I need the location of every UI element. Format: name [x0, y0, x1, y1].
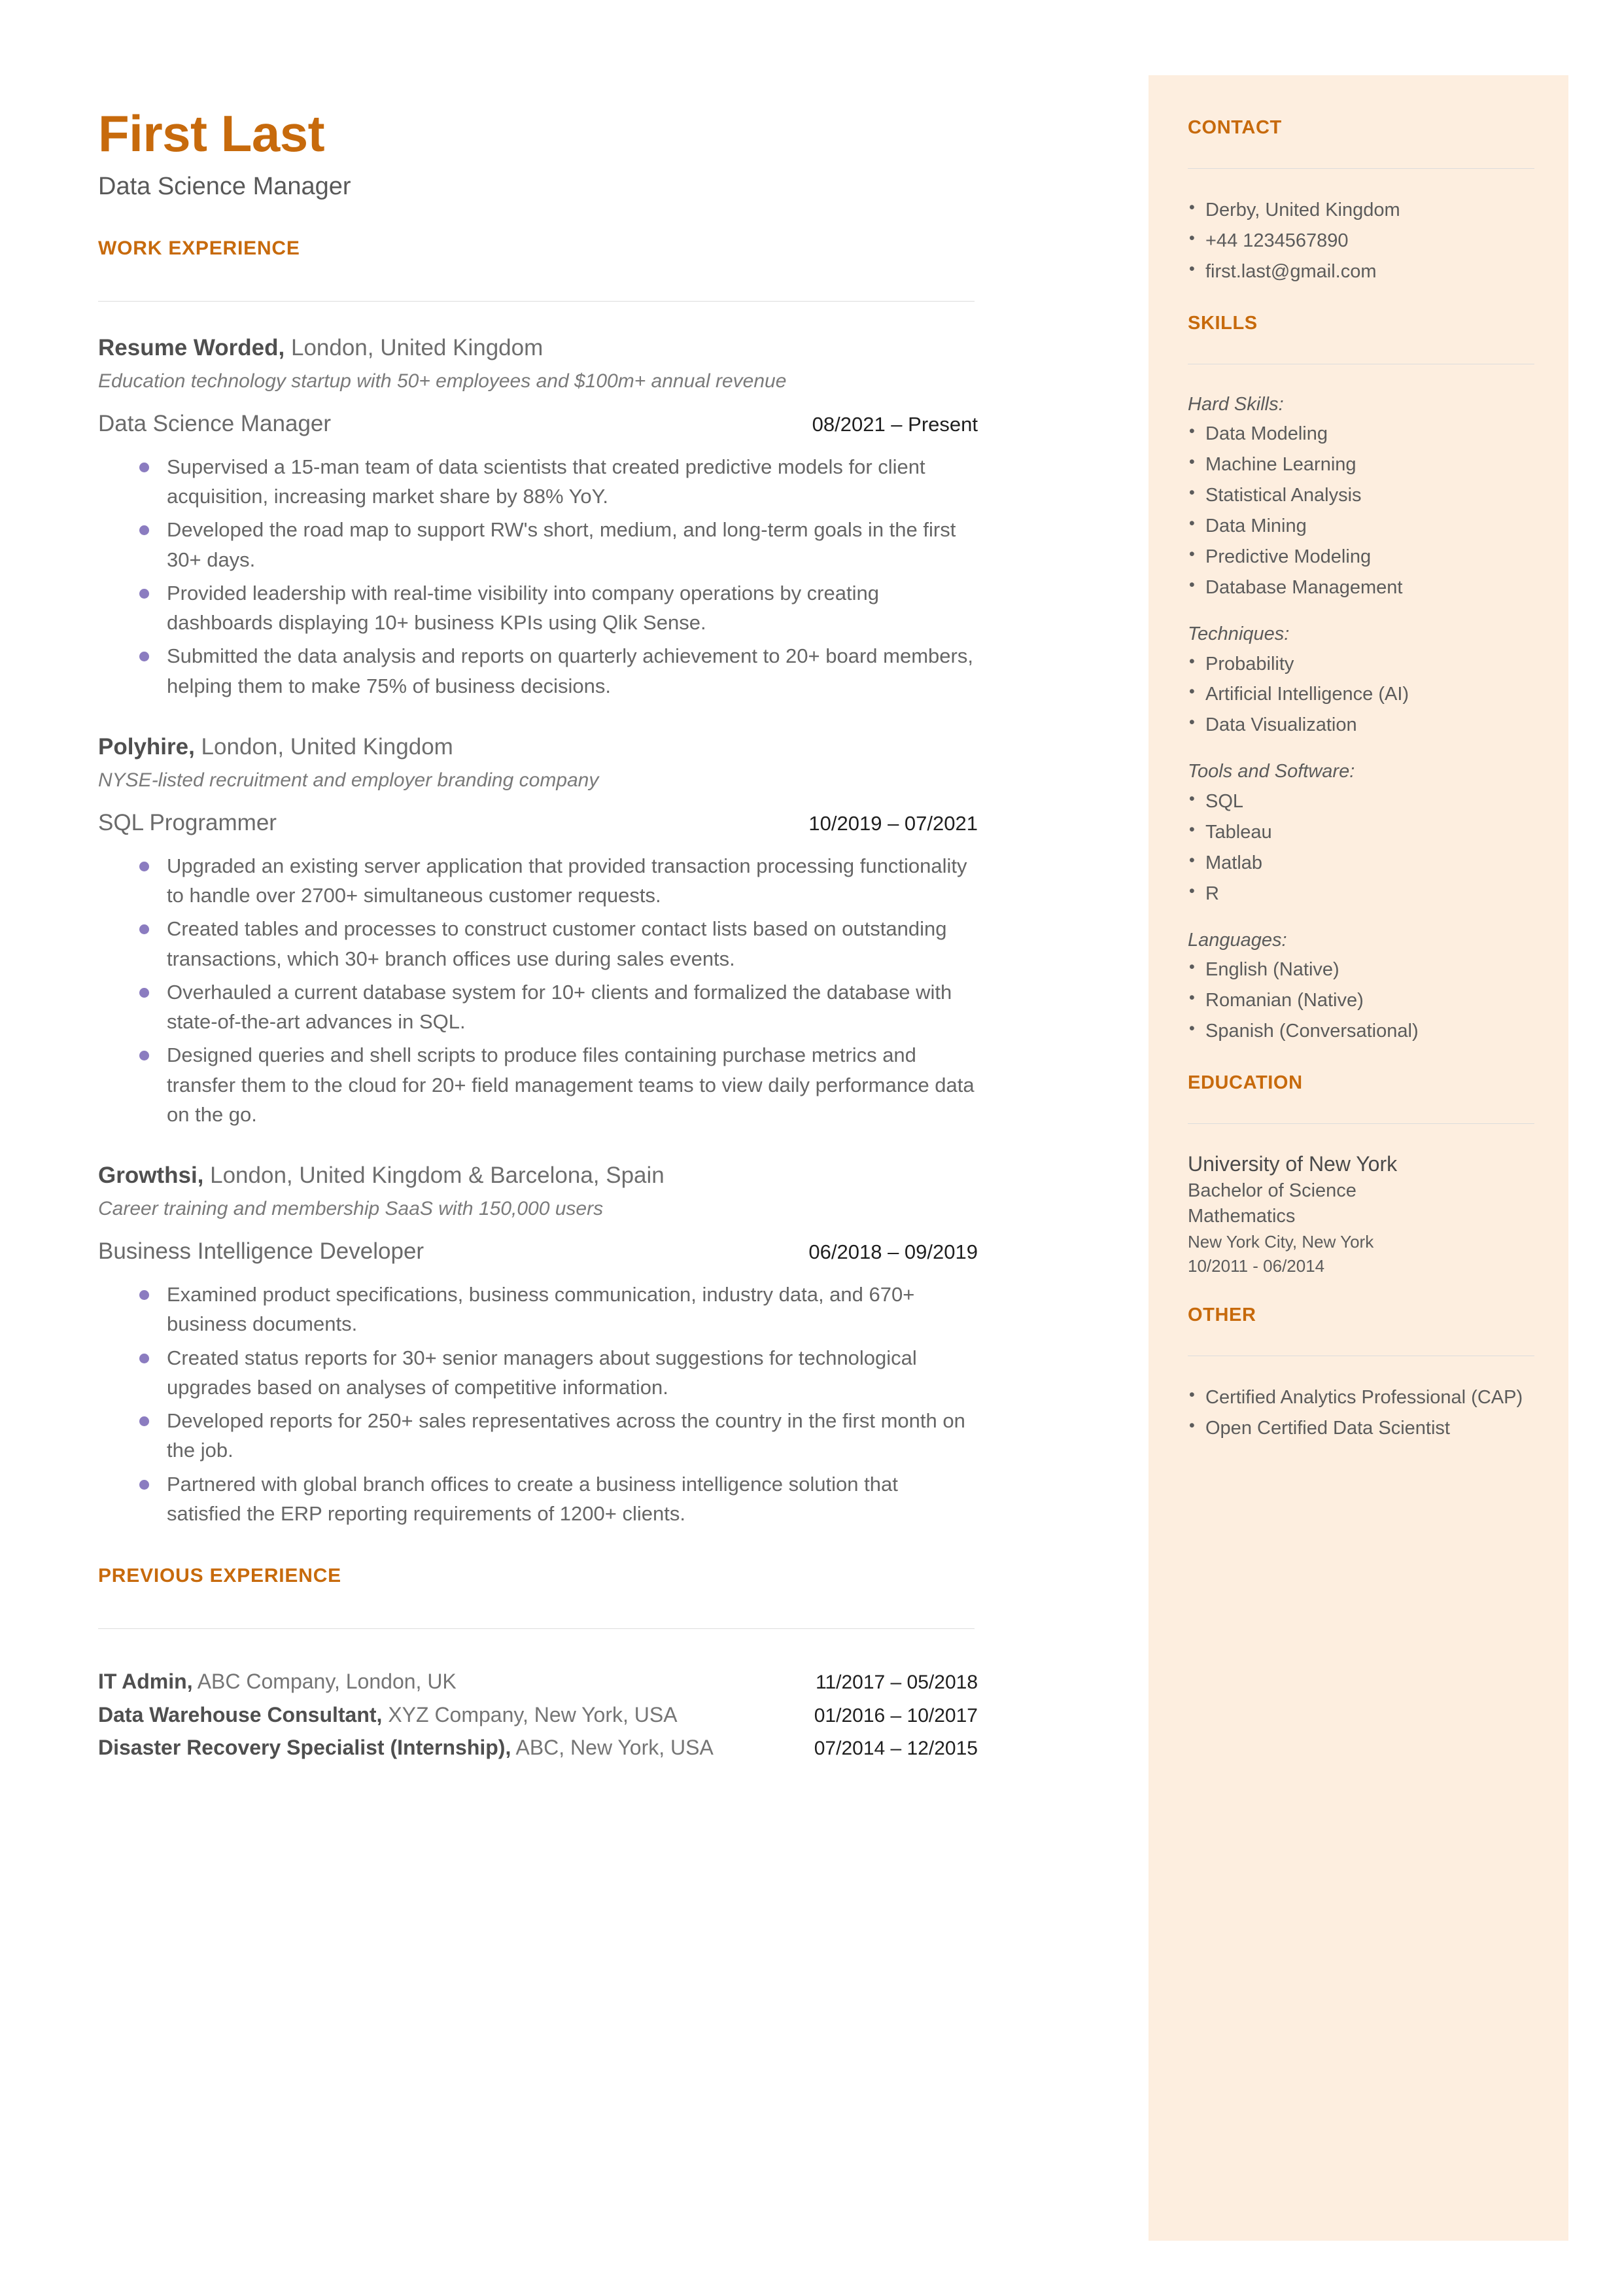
- previous-role-detail: ABC, New York, USA: [511, 1736, 714, 1760]
- education-entry: [1188, 1150, 1534, 1279]
- skill-group-list: [1188, 786, 1534, 909]
- employer-line: [98, 1162, 1118, 1189]
- section-divider: [98, 1628, 975, 1629]
- spacer: [1188, 741, 1534, 758]
- role-row: [98, 809, 978, 837]
- role-dates: 10/2019 – 07/2021: [808, 811, 978, 835]
- contact-item: • Derby, United Kingdom: [1188, 195, 1534, 226]
- previous-role-title: Data Warehouse Consultant,: [98, 1702, 383, 1726]
- employer-location: London, United Kingdom: [285, 334, 544, 360]
- education-field: Mathematics: [1188, 1206, 1296, 1227]
- education-school: University of New York: [1188, 1152, 1398, 1176]
- employer-name: Growthsi,: [98, 1163, 204, 1189]
- contact-list: [1188, 195, 1534, 287]
- employer-location: London, United Kingdom & Barcelona, Spain: [203, 1163, 665, 1189]
- skill-item: • Matlab: [1188, 848, 1534, 879]
- previous-role-title: IT Admin,: [98, 1670, 193, 1694]
- previous-role-dates: 07/2014 – 12/2015: [814, 1738, 978, 1760]
- achievement-item: Upgraded an existing server application that provided transaction processing functionality to handle over 2700+ simultaneous customer requests.: [167, 851, 978, 911]
- page-title: First Last: [98, 105, 325, 162]
- skill-item: • English (Native): [1188, 955, 1534, 985]
- education-degree: Bachelor of Science: [1188, 1180, 1356, 1202]
- role-title: SQL Programmer: [98, 809, 277, 835]
- skill-item: • Data Mining: [1188, 511, 1534, 542]
- previous-role-line: [98, 1733, 714, 1762]
- certification-item: • Open Certified Data Scientist: [1188, 1413, 1534, 1444]
- role-title: Data Science Manager: [98, 410, 332, 436]
- skill-group-list: [1188, 955, 1534, 1047]
- previous-role-title: Disaster Recovery Specialist (Internship),: [98, 1736, 511, 1760]
- section-heading-education: EDUCATION: [1188, 1072, 1303, 1094]
- employer-description: NYSE-listed recruitment and employer branding company: [98, 769, 599, 791]
- skill-item: • Tableau: [1188, 817, 1534, 848]
- section-heading-previous-experience: PREVIOUS EXPERIENCE: [98, 1565, 341, 1587]
- achievement-item: Developed reports for 250+ sales representatives across the country in the first month on the job.: [167, 1406, 978, 1465]
- role-row: [98, 1238, 978, 1265]
- employer-description: Career training and membership SaaS with 150,000 users: [98, 1198, 604, 1220]
- employer-description: Education technology startup with 50+ employees and $100m+ annual revenue: [98, 370, 787, 392]
- previous-experience-row: [98, 1667, 978, 1697]
- role-dates: 06/2018 – 09/2019: [808, 1240, 978, 1264]
- section-divider: [98, 301, 975, 302]
- skill-item: • Romanian (Native): [1188, 985, 1534, 1016]
- contact-item: • first.last@gmail.com: [1188, 256, 1534, 287]
- skill-item: • Data Modeling: [1188, 419, 1534, 449]
- previous-role-line: [98, 1700, 678, 1730]
- role-dates: 08/2021 – Present: [812, 412, 978, 436]
- work-experience-entry: [98, 1162, 1118, 1528]
- spacer: [1188, 603, 1534, 620]
- previous-role-detail: XYZ Company, New York, USA: [382, 1702, 678, 1726]
- skill-item: • Spanish (Conversational): [1188, 1016, 1534, 1047]
- contact-item: • +44 1234567890: [1188, 226, 1534, 256]
- achievement-list: [98, 1280, 978, 1528]
- skill-item: • Probability: [1188, 649, 1534, 680]
- education-location: New York City, New York: [1188, 1231, 1374, 1252]
- section-heading-work-experience: WORK EXPERIENCE: [98, 237, 300, 259]
- certification-item: • Certified Analytics Professional (CAP): [1188, 1382, 1534, 1413]
- previous-role-detail: ABC Company, London, UK: [192, 1670, 457, 1694]
- spacer: [1188, 909, 1534, 926]
- skill-group-label: Languages:: [1188, 929, 1287, 951]
- achievement-item: Partnered with global branch offices to create a business intelligence solution that satisfied the ERP reporting requirements of 1200+ clients.: [167, 1469, 978, 1529]
- skill-item: • R: [1188, 879, 1534, 909]
- employer-line: [98, 733, 1118, 761]
- skill-group-list: [1188, 419, 1534, 603]
- skill-item: • Predictive Modeling: [1188, 542, 1534, 572]
- skill-item: • Machine Learning: [1188, 449, 1534, 480]
- role-title: Business Intelligence Developer: [98, 1238, 424, 1265]
- previous-role-line: [98, 1667, 457, 1696]
- section-heading-skills: SKILLS: [1188, 312, 1258, 334]
- section-heading-contact: CONTACT: [1188, 117, 1282, 138]
- achievement-item: Created status reports for 30+ senior managers about suggestions for technological upgrades based on analyses of competitive information.: [167, 1343, 978, 1403]
- achievement-item: Submitted the data analysis and reports on quarterly achievement to 20+ board members, helping them to make 75% of business decisions.: [167, 641, 978, 701]
- skill-group-label: Tools and Software:: [1188, 761, 1355, 782]
- achievement-item: Created tables and processes to construct customer contact lists based on outstanding transactions, which 30+ branch offices use during sales events.: [167, 914, 978, 973]
- employer-location: London, United Kingdom: [194, 733, 453, 760]
- section-heading-other: OTHER: [1188, 1304, 1256, 1325]
- achievement-item: Examined product specifications, business communication, industry data, and 670+ business documents.: [167, 1280, 978, 1339]
- skill-group-list: [1188, 649, 1534, 741]
- work-experience-entry: [98, 733, 1118, 1129]
- employer-name: Polyhire,: [98, 733, 195, 760]
- skill-group-label: Hard Skills:: [1188, 393, 1284, 415]
- previous-role-dates: 11/2017 – 05/2018: [815, 1672, 978, 1694]
- education-dates: 10/2011 - 06/2014: [1188, 1256, 1325, 1276]
- skill-item: • Data Visualization: [1188, 710, 1534, 741]
- previous-experience-row: [98, 1733, 978, 1763]
- previous-experience-row: [98, 1700, 978, 1730]
- skill-item: • Artificial Intelligence (AI): [1188, 679, 1534, 710]
- achievement-list: [98, 452, 978, 701]
- employer-line: [98, 334, 1118, 362]
- sidebar: [1149, 75, 1568, 2241]
- achievement-list: [98, 851, 978, 1129]
- achievement-item: Developed the road map to support RW's short, medium, and long-term goals in the first 30+ days.: [167, 515, 978, 574]
- skill-item: • SQL: [1188, 786, 1534, 817]
- achievement-item: Provided leadership with real-time visibility into company operations by creating dashboards displaying 10+ business KPIs using Qlik Sense.: [167, 578, 978, 638]
- achievement-item: Designed queries and shell scripts to produce files containing purchase metrics and transfer them to the cloud for 20+ field management teams to view daily performance data on the go.: [167, 1040, 978, 1129]
- professional-tagline: Data Science Manager: [98, 173, 351, 200]
- achievement-item: Overhauled a current database system for 10+ clients and formalized the database with state-of-the-art advances in SQL.: [167, 977, 978, 1037]
- work-experience-entry: [98, 334, 1118, 701]
- skill-item: • Database Management: [1188, 572, 1534, 603]
- skill-group-label: Techniques:: [1188, 623, 1290, 644]
- previous-experience-list: [98, 1667, 1118, 1763]
- previous-role-dates: 01/2016 – 10/2017: [814, 1704, 978, 1726]
- achievement-item: Supervised a 15-man team of data scientists that created predictive models for client acquisition, increasing market share by 88% YoY.: [167, 452, 978, 512]
- role-row: [98, 410, 978, 438]
- other-list: [1188, 1382, 1534, 1444]
- work-experience-list: [98, 334, 1118, 1528]
- main-column: [98, 0, 1118, 1763]
- employer-name: Resume Worded,: [98, 334, 285, 360]
- skills-groups: [1188, 391, 1534, 1047]
- skill-item: • Statistical Analysis: [1188, 480, 1534, 511]
